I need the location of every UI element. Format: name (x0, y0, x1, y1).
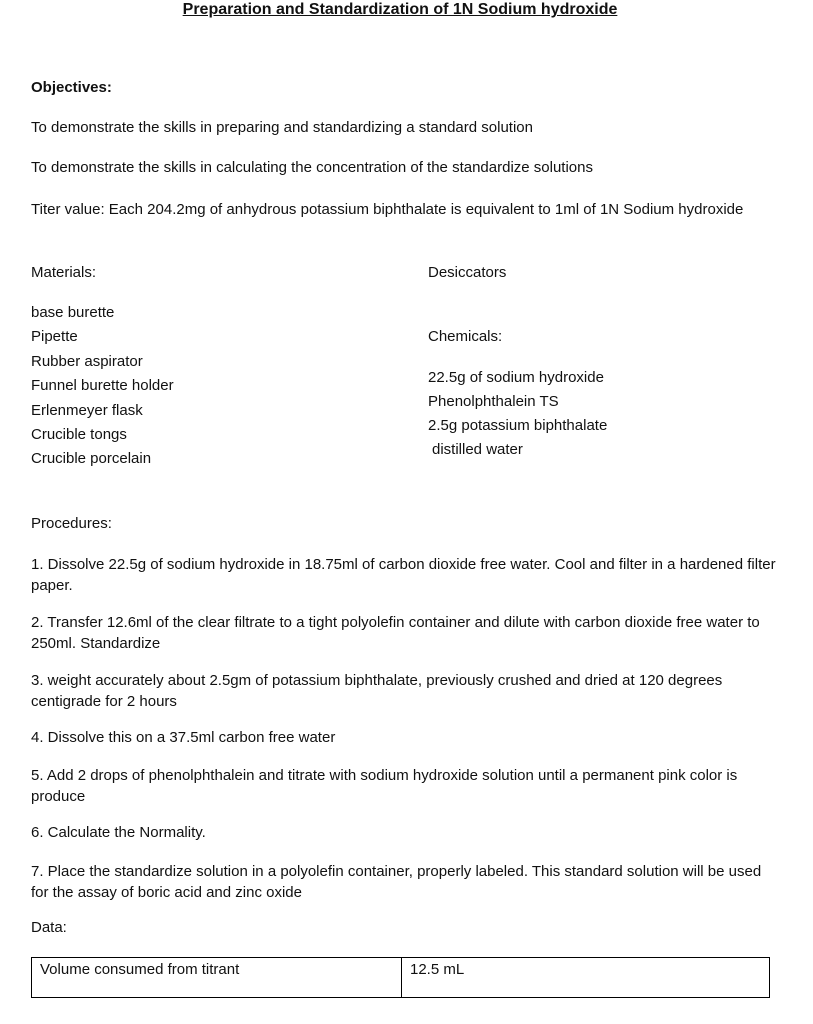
table-cell-label: Volume consumed from titrant (32, 958, 402, 998)
material-item: base burette (31, 304, 115, 321)
chemical-item: distilled water (432, 441, 523, 458)
material-item: Crucible porcelain (31, 450, 152, 467)
material-item: Pipette (31, 328, 78, 345)
data-heading: Data: (31, 919, 67, 936)
procedure-step: 1. Dissolve 22.5g of sodium hydroxide in 18.75ml of carbon dioxide free water. Cool and filter in a hardened filter paper. (31, 556, 776, 594)
objectives-heading: Objectives: (31, 79, 112, 96)
procedure-step: 3. weight accurately about 2.5gm of potassium biphthalate, previously crushed and dried at 120 degrees centigrade for 2 hours (31, 672, 723, 710)
chemical-item: 22.5g of sodium hydroxide (428, 369, 604, 386)
chemicals-heading: Chemicals: (428, 328, 503, 345)
procedure-step: 2. Transfer 12.6ml of the clear filtrate to a tight polyolefin container and dilute with carbon dioxide free water to 250ml. Standardize (31, 614, 760, 652)
page-title: Preparation and Standardization of 1N Sodium hydroxide (182, 1, 618, 18)
chemical-item: 2.5g potassium biphthalate (428, 417, 608, 434)
data-table (31, 957, 770, 998)
procedure-step: 6. Calculate the Normality. (31, 824, 206, 841)
procedure-step: 4. Dissolve this on a 37.5ml carbon free water (31, 729, 336, 746)
table-row (32, 958, 770, 998)
material-item: Erlenmeyer flask (31, 402, 143, 419)
procedure-step: 7. Place the standardize solution in a polyolefin container, properly labeled. This standard solution will be used for the assay of boric acid and zinc oxide (31, 863, 762, 901)
procedure-step: 5. Add 2 drops of phenolphthalein and titrate with sodium hydroxide solution until a permanent pink color is produce (31, 767, 738, 805)
materials-heading: Materials: (31, 264, 97, 281)
titer-value: Titer value: Each 204.2mg of anhydrous potassium biphthalate is equivalent to 1ml of 1N Sodium hydroxide (31, 201, 744, 218)
procedures-heading: Procedures: (31, 515, 112, 532)
table-cell-value: 12.5 mL (402, 958, 770, 998)
objective-item: To demonstrate the skills in preparing and standardizing a standard solution (31, 119, 533, 136)
objective-item: To demonstrate the skills in calculating the concentration of the standardize solutions (31, 159, 593, 176)
chemical-item: Phenolphthalein TS (428, 393, 559, 410)
material-item: Funnel burette holder (31, 377, 174, 394)
material-item: Rubber aspirator (31, 353, 143, 370)
material-item: Desiccators (428, 264, 507, 281)
material-item: Crucible tongs (31, 426, 127, 443)
